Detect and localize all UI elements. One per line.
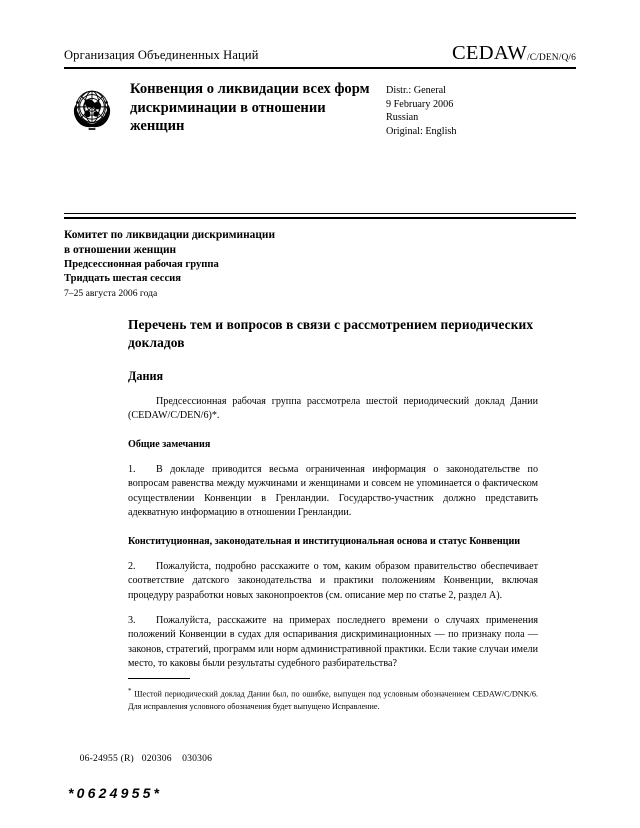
page-footer: [64, 742, 576, 801]
paragraph-2-text: Пожалуйста, подробно расскажите о том, каким образом правительство обеспечивает соответствие датского законодательства и практики положениям Конвенции, включая процедуру разработки новых законопроектов (см. описание мер по статье 2, раздел A).: [128, 560, 538, 601]
document-body: [128, 316, 538, 672]
committee-block: [64, 228, 494, 301]
document-symbol: [452, 42, 576, 65]
footnote-separator: [128, 678, 190, 679]
paragraph-3-text: Пожалуйста, расскажите на примерах последнего времени о случаях применения положений Конвенции в судах для оспаривания дискриминационных — по признаку пола — законов, стратегий, программ или норм административной практики. Если такие случаи имели место, то каковы были результаты судебного разбирательства?: [128, 615, 538, 670]
job-number-line: [64, 742, 576, 775]
section-rule-thin: [64, 213, 576, 214]
committee-name-line-2: в отношении женщин: [64, 244, 177, 256]
footnote-text: Шестой периодический доклад Дании был, по ошибке, выпущен под условным обозначением CEDAW/C/DNK/6. Для исправления условного обозначения будет выпущено Исправление.: [128, 689, 538, 711]
distribution-distr: Distr.: General: [386, 85, 446, 96]
paragraph-1: [128, 463, 538, 521]
paragraph-1-text: В докладе приводится весьма ограниченная информация о законодательстве по вопросам равенства между мужчинами и женщинами и совсем не упоминается о фактическом осуществлении Конвенции в Гренландии. Государство-участник должно представить адекватную информацию в отношении Гренландии.: [128, 464, 538, 519]
document-symbol-main: CEDAW: [451, 42, 527, 64]
distribution-language: Russian: [386, 112, 419, 124]
page-title: Перечень тем и вопросов в связи с рассмотрением периодических докладов: [128, 317, 534, 350]
title-block: [64, 78, 576, 138]
emblem-cell: [64, 78, 130, 138]
committee-session: Тридцать шестая сессия: [64, 273, 181, 285]
paragraph-2-number: 2.: [128, 560, 136, 572]
paragraph-3: [128, 614, 538, 672]
paragraph-1-number: 1.: [128, 464, 136, 476]
convention-title: Конвенция о ликвидации всех форм дискриминации в отношении женщин: [130, 81, 370, 134]
committee-dates: 7–25 августа 2006 года: [64, 288, 158, 300]
committee-working-group: Предсессионная рабочая группа: [64, 259, 219, 270]
footnote-area: [128, 678, 538, 712]
distribution-info: [380, 78, 556, 138]
paragraph-3-number: 3.: [128, 615, 136, 627]
committee-name-line-1: Комитет по ликвидации дискриминации: [64, 229, 276, 241]
distribution-original: Original: English: [386, 125, 457, 137]
section-heading-constitutional: Конституционная, законодательная и институциональная основа и статус Конвенции: [128, 535, 521, 547]
intro-paragraph: Предсессионная рабочая группа рассмотрела шестой периодический доклад Дании (CEDAW/C/DEN/6)*.: [128, 396, 538, 422]
document-symbol-suffix: /C/DEN/Q/6: [526, 53, 576, 63]
masthead-rule: [64, 67, 576, 69]
masthead: [64, 42, 576, 138]
paragraph-2: [128, 560, 538, 603]
barcode-text: *0624955*: [68, 785, 163, 801]
organization-name: Организация Объединенных Наций: [64, 48, 259, 62]
distribution-date: 9 February 2006: [386, 98, 454, 110]
footnote-marker: *: [128, 687, 132, 695]
footnote: [128, 686, 538, 712]
section-heading-general-remarks: Общие замечания: [128, 438, 211, 450]
organization-row: [64, 42, 576, 64]
un-emblem-icon: [64, 80, 120, 136]
section-rule-thick: [64, 217, 576, 219]
country-heading: Дания: [128, 369, 164, 383]
job-date-codes: 020306 030306: [141, 753, 213, 764]
job-number: 06-24955 (R): [79, 753, 134, 764]
